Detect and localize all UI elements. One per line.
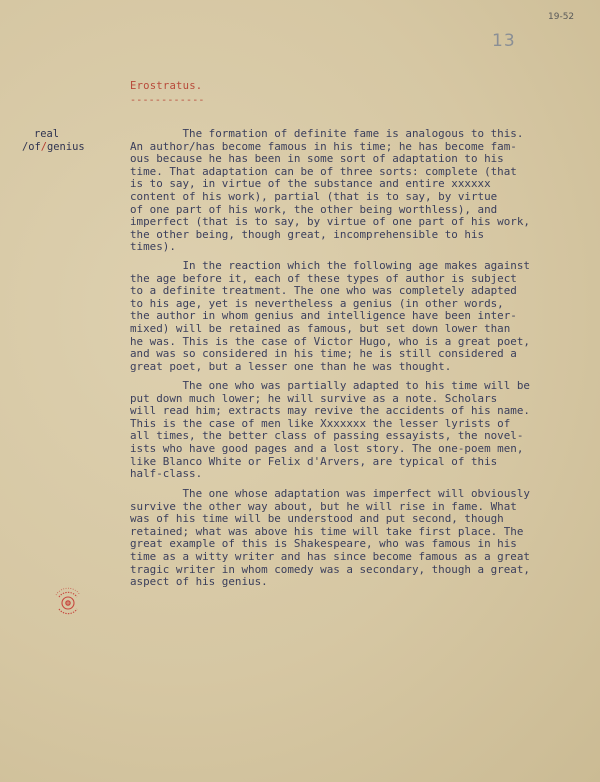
text-line: put down much lower; he will survive as a note. Scholars [130,391,498,405]
text-line: An author/has become famous in his time; he has become fam- [130,139,517,153]
pencil-page-number: 13 [492,31,516,51]
text-line: the author in whom genius and intelligence have been inter- [130,309,517,323]
text-line: times). [130,240,176,254]
text-line: to a definite treatment. The one who was completely adapted [130,284,517,298]
text-line: retained; what was above his time will take first place. The [130,524,524,538]
text-line: will read him; extracts may revive the accidents of his name. [130,404,530,418]
text-line: ous because he has been in some sort of adaptation to his [130,152,504,166]
text-line: of one part of his work, the other being worthless), and [130,202,498,216]
text-line: imperfect (that is to say, by virtue of one part of his work, [130,215,530,229]
text-line: time as a witty writer and has since become famous as a great [130,549,530,563]
margin-note-slash: / [40,141,48,153]
text-line: survive the other way about, but he will rise in fame. What [130,499,517,513]
text-line: time. That adaptation can be of three sorts: complete (that [130,164,517,178]
text-line: great example of this is Shakespeare, who was famous in his [130,537,517,551]
document-title: Erostratus. [130,80,203,92]
paragraph-2 [130,260,530,373]
text-line: The formation of definite fame is analogous to this. [130,127,524,140]
text-line: the age before it, each of these types of author is subject [130,271,517,285]
text-line: The one whose adaptation was imperfect will obviously [130,487,530,500]
text-line: aspect of his genius. [130,575,268,589]
text-line: In the reaction which the following age makes against [130,259,530,272]
text-line: like Blanco White or Felix d'Arvers, are typical of this [130,454,498,468]
text-line: is to say, in virtue of the substance and entire xxxxxx [130,177,491,191]
text-line: great poet, but a lesser one than he was thought. [130,359,452,373]
margin-note-word-1: of [28,141,41,153]
margin-note-word-2: genius [47,141,85,153]
text-line: ists who have good pages and a lost story. The one-poem men, [130,441,524,455]
title-underline: ------------ [130,95,205,106]
text-line: the other being, though great, incomprehensible to his [130,227,485,241]
text-line: he was. This is the case of Victor Hugo, who is a great poet, [130,334,530,348]
paragraph-3 [130,380,530,481]
text-line: half-class. [130,467,203,481]
text-line: to his age, yet is nevertheless a genius (in other words, [130,296,504,310]
text-line: content of his work), partial (that is to say, by virtue [130,189,498,203]
reference-number: 19-52 [548,12,575,22]
text-line: was of his time will be understood and put second, though [130,512,504,526]
paragraph-4 [130,488,530,589]
text-line: This is the case of men like Xxxxxxx the lesser lyrists of [130,416,511,430]
margin-note-line-1: real [34,128,60,140]
margin-note-prefix: / [22,141,29,153]
library-stamp-icon [51,586,85,620]
text-line: The one who was partially adapted to his time will be [130,379,530,392]
text-line: tragic writer in whom comedy was a secondary, though a great, [130,562,530,576]
margin-note-line-2 [22,141,85,154]
paragraph-1 [130,128,530,254]
text-line: all times, the better class of passing essayists, the novel- [130,429,524,443]
margin-note [22,128,85,154]
text-line: mixed) will be retained as famous, but set down lower than [130,321,511,335]
text-line: and was so considered in his time; he is still considered a [130,347,517,361]
